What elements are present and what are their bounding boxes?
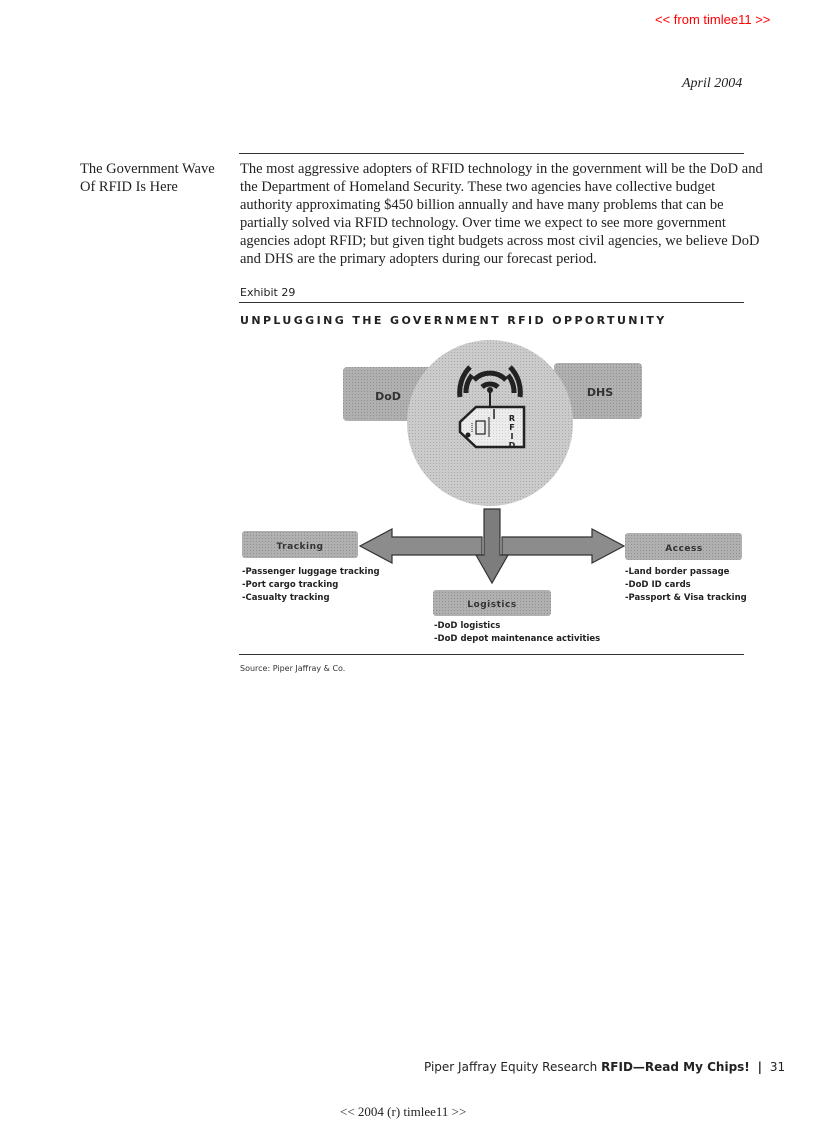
logistics-item: -DoD logistics: [434, 621, 501, 631]
arrow-right: [502, 529, 624, 563]
footer-report-title: RFID—Read My Chips!: [601, 1060, 750, 1074]
tracking-item: -Passenger luggage tracking: [242, 567, 380, 577]
body-line: agencies adopt RFID; but given tight budgets across most civil agencies, we believe DoD: [240, 233, 760, 249]
body-paragraph: [240, 160, 763, 268]
tag-letter: F: [509, 423, 515, 432]
watermark-top: << from timlee11 >>: [655, 12, 771, 27]
watermark-bottom: << 2004 (r) timlee11 >>: [340, 1104, 467, 1119]
body-line: the Department of Homeland Security. These two agencies have collective budget: [240, 179, 716, 195]
antenna-tip: [487, 387, 493, 393]
section-heading-line: The Government Wave: [80, 161, 215, 177]
arrow-left: [360, 529, 482, 563]
logistics-title: Logistics: [467, 600, 517, 610]
rfid-opportunity-diagram: [232, 325, 752, 655]
body-line: partially solved via RFID technology. Over time we expect to see more government: [240, 215, 726, 231]
report-date: April 2004: [682, 76, 743, 91]
access-item: -DoD ID cards: [625, 580, 691, 590]
body-line: authority approximating $450 billion annually and have many problems that can be: [240, 197, 724, 213]
exhibit-title: UNPLUGGING THE GOVERNMENT RFID OPPORTUNITY: [240, 314, 667, 327]
page-number: 31: [769, 1060, 786, 1074]
section-heading-line: Of RFID Is Here: [80, 179, 178, 195]
tag-letter: D: [508, 441, 516, 450]
tag-letter: I: [510, 432, 514, 441]
body-line: The most aggressive adopters of RFID technology in the government will be the DoD and: [240, 161, 763, 177]
section-heading: [80, 160, 230, 196]
top-rule: [239, 153, 744, 154]
exhibit-label: Exhibit 29: [240, 286, 296, 299]
tracking-item: -Port cargo tracking: [242, 580, 339, 590]
body-line: and DHS are the primary adopters during our forecast period.: [240, 251, 597, 267]
logistics-item: -DoD depot maintenance activities: [434, 634, 601, 644]
footer-separator: |: [757, 1060, 762, 1074]
tracking-title: Tracking: [276, 542, 324, 552]
page-footer: [424, 1060, 785, 1074]
dod-label: DoD: [375, 390, 401, 403]
exhibit-rule: [239, 302, 744, 303]
dhs-label: DHS: [586, 386, 614, 399]
access-title: Access: [665, 544, 703, 554]
footer-publisher: Piper Jaffray Equity Research: [424, 1060, 598, 1074]
access-item: -Land border passage: [625, 567, 730, 577]
tag-letter: R: [508, 414, 516, 423]
tracking-item: -Casualty tracking: [242, 593, 330, 603]
exhibit-bottom-rule: [239, 654, 744, 655]
source-note: Source: Piper Jaffray & Co.: [240, 664, 346, 673]
access-item: -Passport & Visa tracking: [625, 593, 747, 603]
